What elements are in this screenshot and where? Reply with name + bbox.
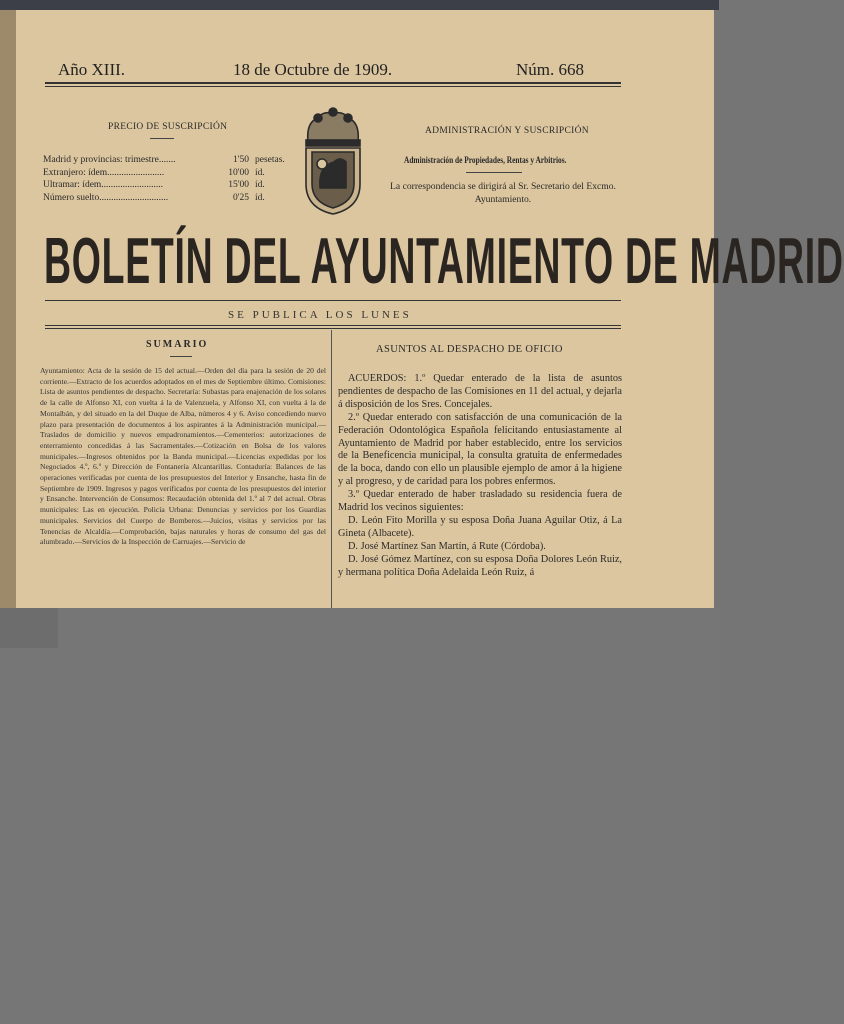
administration-office: Administración de Propiedades, Rentas y Arbitrios.: [404, 155, 567, 165]
title-rule: [45, 300, 621, 301]
subscription-table: [43, 154, 285, 205]
summary-ornament: [170, 356, 192, 357]
subscription-row: Número suelto............................. 0'25 íd.: [43, 193, 265, 204]
publication-frequency: SE PUBLICA LOS LUNES: [228, 309, 412, 321]
dispatch-paragraph: D. José Martínez San Martín, á Rute (Córdoba).: [348, 540, 546, 552]
administration-heading: ADMINISTRACIÓN Y SUSCRIPCIÓN: [425, 126, 589, 136]
dispatch-paragraph: 2.º Quedar enterado con satisfacción de una comunicación de la Federación Odontológica Española felicitando entusiastamente al Ayuntamiento de Madrid por haber establecido, entre los servicios de la Beneficencia municipal, la consulta gratuita de enfermedades de la boca, dando con ello un plausible ejemplo de amor á la higiene y al progreso, y de caridad para los pobres enfermos.: [338, 411, 622, 488]
masthead-rule-thin: [45, 86, 621, 87]
newspaper-title: BOLETÍN DEL AYUNTAMIENTO DE MADRID: [44, 225, 844, 298]
dispatch-paragraph: D. León Fito Morilla y su esposa Doña Juana Aguilar Otiz, á La Gineta (Albacete).: [338, 514, 622, 539]
subscription-row: Ultramar: ídem.......................... 15'00 íd.: [43, 180, 265, 191]
book-spine: [0, 10, 16, 608]
subscription-row: Madrid y provincias: trimestre....... 1'50 pesetas.: [43, 155, 285, 165]
frequency-rule-thin: [45, 328, 621, 329]
summary-heading: SUMARIO: [146, 339, 209, 350]
top-strip: [0, 0, 719, 10]
madrid-coat-of-arms-icon: [300, 104, 366, 216]
masthead-rule: [45, 82, 621, 84]
scanner-background: [0, 608, 719, 1024]
dispatch-heading: ASUNTOS AL DESPACHO DE OFICIO: [376, 344, 563, 355]
dispatch-paragraph: ACUERDOS: 1.º Quedar enterado de la lista de asuntos pendientes de despacho de las Comisiones en 11 del actual, y dejarla á disposición de los Sres. Concejales.: [338, 373, 622, 410]
correspondence-note: La correspondencia se dirigirá al Sr. Secretario del Excmo. Ayuntamiento.: [390, 181, 616, 205]
dispatch-body: [338, 373, 622, 598]
dispatch-paragraph: 3.º Quedar enterado de haber trasladado su residencia fuera de Madrid los vecinos siguientes:: [338, 489, 622, 514]
summary-text: Ayuntamiento: Acta de la sesión de 15 del actual.—Orden del día para la sesión de 20 del corriente.—Extracto de los acuerdos adoptados en el mes de Septiembre último. Comisiones: Lista de asuntos pendientes de despacho. Secretaría: Subastas para enajenación de los solares de la calle de Alfonso XI, con vuelta á la de Valenzuela, y Alfonso XI, con vuelta á la de Montalbán, y del situado en la del Duque de Alba, números 4 y 6. Aviso concediendo nuevo plazo para presentación de documentos á los aspirantes á la Administración municipal.—Traslados de domicilio y nuevos empadronamientos.—Cementerios: autorizaciones de enterramiento concedidas á las Sacramentales.—Cotización en Bolsa de los valores municipales.—Ingresos obtenidos por la Banda municipal.—Licencias expedidas por los Negociados 4.º, 6.º y Dirección de Fontanería Alcantarillas. Contaduría: Balances de las operaciones verificadas por cuenta de los presupuestos del Interior y Ensanche, hasta fin de Septiembre de 1909. Ingresos y pagos verificados por cuenta de los presupuestos del interior y Ensanche. Intervención de Consumos: Recaudación obtenida del 1.º al 7 del actual. Obras municipales: Las en ejecución. Policía Urbana: Denuncias y servicios por los Guardias municipales. Servicios del Cuerpo de Bomberos.—Juicios, visitas y servicios por las Tenencias de Alcaldía.—Comprobación, bajas naturales y horas de consumo del gas del alumbrado.—Servicios de la Inspección de Carruajes.—Servicio de: [40, 366, 326, 547]
issue-number: Núm. 668: [516, 60, 584, 79]
date-label: 18 de Octubre de 1909.: [233, 60, 393, 79]
column-divider: [331, 330, 332, 608]
heading-ornament: [150, 138, 174, 139]
dispatch-paragraph: D. José Gómez Martínez, con su esposa Doña Dolores León Ruiz, y hermana política Doña Adelaida León Ruiz, á: [338, 553, 622, 578]
subscription-row: Extranjero: ídem........................ 10'00 íd.: [43, 167, 265, 178]
year-label: Año XIII.: [58, 60, 126, 79]
subscription-heading: PRECIO DE SUSCRIPCIÓN: [108, 122, 228, 132]
administration-rule: [466, 172, 522, 173]
frequency-rule: [45, 325, 621, 326]
scanner-edge: [0, 608, 58, 648]
